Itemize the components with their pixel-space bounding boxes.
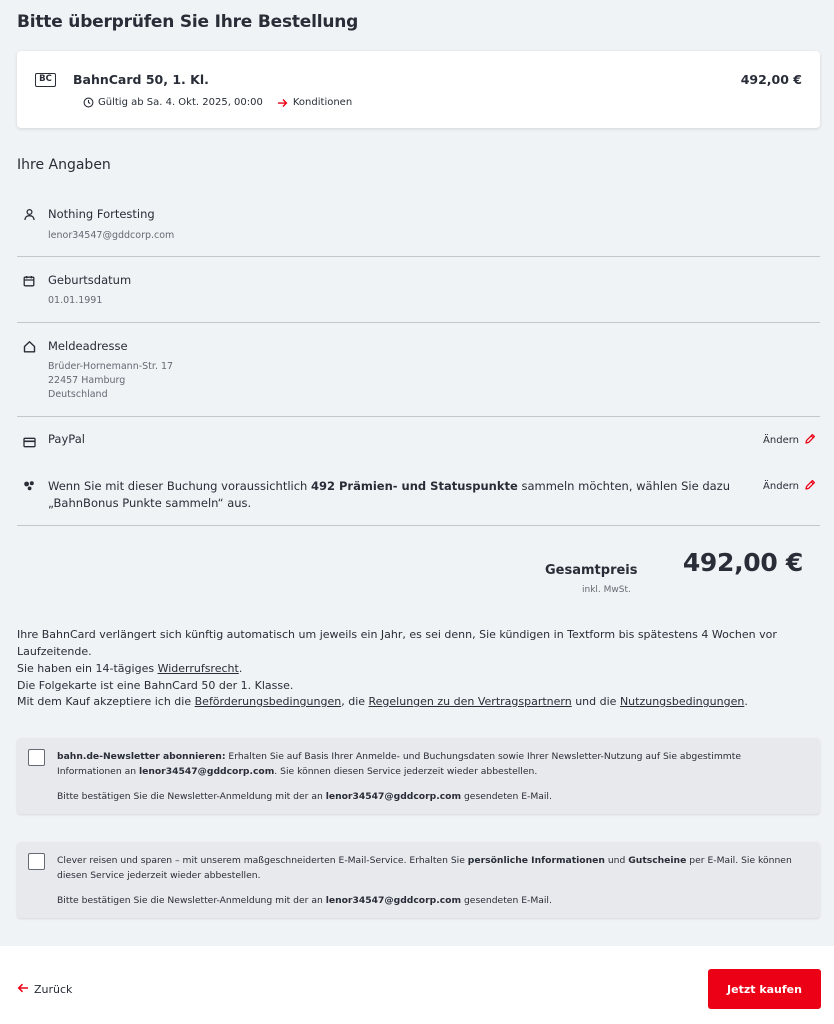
total-label: Gesamtpreis <box>545 563 638 578</box>
back-link-label: Zurück <box>34 983 73 996</box>
total-amount: 492,00 € <box>682 548 803 577</box>
address-city: 22457 Hamburg <box>48 375 126 386</box>
person-name: Nothing Fortesting <box>48 207 155 221</box>
email-service-consent-box <box>17 842 820 918</box>
payment-row <box>17 417 820 463</box>
page-title: Bitte überprüfen Sie Ihre Bestellung <box>17 12 359 32</box>
calendar-icon <box>23 272 35 291</box>
bonus-text: Wenn Sie mit dieser Buchung voraussichtlich 492 Prämien- und Statuspunkte sammeln möchten, wählen Sie dazu „BahnBonus Punkte sammeln“ aus. <box>48 479 730 510</box>
person-row <box>17 198 820 257</box>
pencil-icon <box>804 433 816 448</box>
address-label: Meldeadresse <box>48 339 128 353</box>
validity-row <box>83 97 352 108</box>
order-summary-card <box>17 51 820 128</box>
conditions-link[interactable] <box>277 97 352 108</box>
back-link[interactable] <box>17 983 72 996</box>
buy-now-button[interactable]: Jetzt kaufen <box>708 969 821 1009</box>
birthday-row <box>17 257 820 323</box>
product-title: BahnCard 50, 1. Kl. <box>73 72 209 87</box>
email-service-confirm-text: Bitte bestätigen Sie die Newsletter-Anmeldung mit der an lenor34547@gddcorp.com gesendeten E-Mail. <box>57 895 552 906</box>
arrow-right-icon <box>277 98 288 108</box>
payment-method: PayPal <box>48 432 85 446</box>
conditions-link-label: Konditionen <box>292 97 353 108</box>
newsletter-checkbox[interactable] <box>28 749 45 766</box>
card-icon <box>23 433 36 452</box>
follow-card-text: Die Folgekarte ist eine BahnCard 50 der 1. Klasse. <box>17 679 294 692</box>
person-email: lenor34547@gddcorp.com <box>48 230 175 241</box>
bahncard-icon: BC <box>35 73 56 87</box>
home-icon <box>23 338 36 357</box>
divider <box>17 525 820 526</box>
bonus-row <box>17 463 820 526</box>
user-icon <box>23 206 36 225</box>
arrow-left-icon <box>17 983 29 996</box>
total-tax-note: inkl. MwSt. <box>582 585 631 595</box>
birthday-value: 01.01.1991 <box>48 295 103 306</box>
clock-icon <box>83 97 94 108</box>
edit-payment-label: Ändern <box>763 435 799 446</box>
contract-partners-link[interactable]: Regelungen zu den Vertragspartnern <box>368 695 572 708</box>
address-row <box>17 323 820 417</box>
bahnbonus-icon <box>23 477 36 496</box>
edit-bonus-label: Ändern <box>763 481 799 492</box>
withdrawal-text: Sie haben ein 14-tägiges Widerrufsrecht. <box>17 662 243 675</box>
newsletter-consent-text: bahn.de-Newsletter abonnieren: Erhalten Sie auf Basis Ihrer Anmelde- und Buchungsdaten sowie Ihrer Newsletter-Nutzung auf Sie abgestimmte Informationen an lenor34547@gddcorp.com. Sie können diesen Service jederzeit wieder abbestellen. <box>57 751 741 777</box>
address-street: Brüder-Hornemann-Str. 17 <box>48 361 174 372</box>
edit-bonus-link[interactable] <box>763 479 816 494</box>
withdrawal-right-link[interactable]: Widerrufsrecht <box>157 662 239 675</box>
section-title-details: Ihre Angaben <box>17 157 111 173</box>
newsletter-confirm-text: Bitte bestätigen Sie die Newsletter-Anmeldung mit der an lenor34547@gddcorp.com gesendeten E-Mail. <box>57 791 552 802</box>
newsletter-consent-box <box>17 738 820 814</box>
renewal-legal-text <box>17 626 822 694</box>
edit-payment-link[interactable] <box>763 433 816 448</box>
terms-acceptance-text: Mit dem Kauf akzeptiere ich die Beförderungsbedingungen, die Regelungen zu den Vertragspartnern und die Nutzungsbedingungen. <box>17 695 748 708</box>
address-country: Deutschland <box>48 389 108 400</box>
footer-bar <box>0 946 834 1024</box>
renewal-text: Ihre BahnCard verlängert sich künftig automatisch um jeweils ein Jahr, es sei denn, Sie kündigen in Textform bis spätestens 4 Wochen vor Laufzeitende. <box>17 628 777 658</box>
validity-text: Gültig ab Sa. 4. Okt. 2025, 00:00 <box>98 97 263 108</box>
email-service-checkbox[interactable] <box>28 853 45 870</box>
pencil-icon <box>804 479 816 494</box>
transport-conditions-link[interactable]: Beförderungsbedingungen <box>194 695 342 708</box>
product-price: 492,00 € <box>740 72 802 87</box>
terms-of-use-link[interactable]: Nutzungsbedingungen <box>619 695 745 708</box>
birthday-label: Geburtsdatum <box>48 273 132 287</box>
email-service-consent-text: Clever reisen und sparen – mit unserem maßgeschneiderten E-Mail-Service. Erhalten Sie persönliche Informationen und Gutscheine per E-Mail. Sie können diesen Service jederzeit wieder abbestellen. <box>57 855 792 881</box>
